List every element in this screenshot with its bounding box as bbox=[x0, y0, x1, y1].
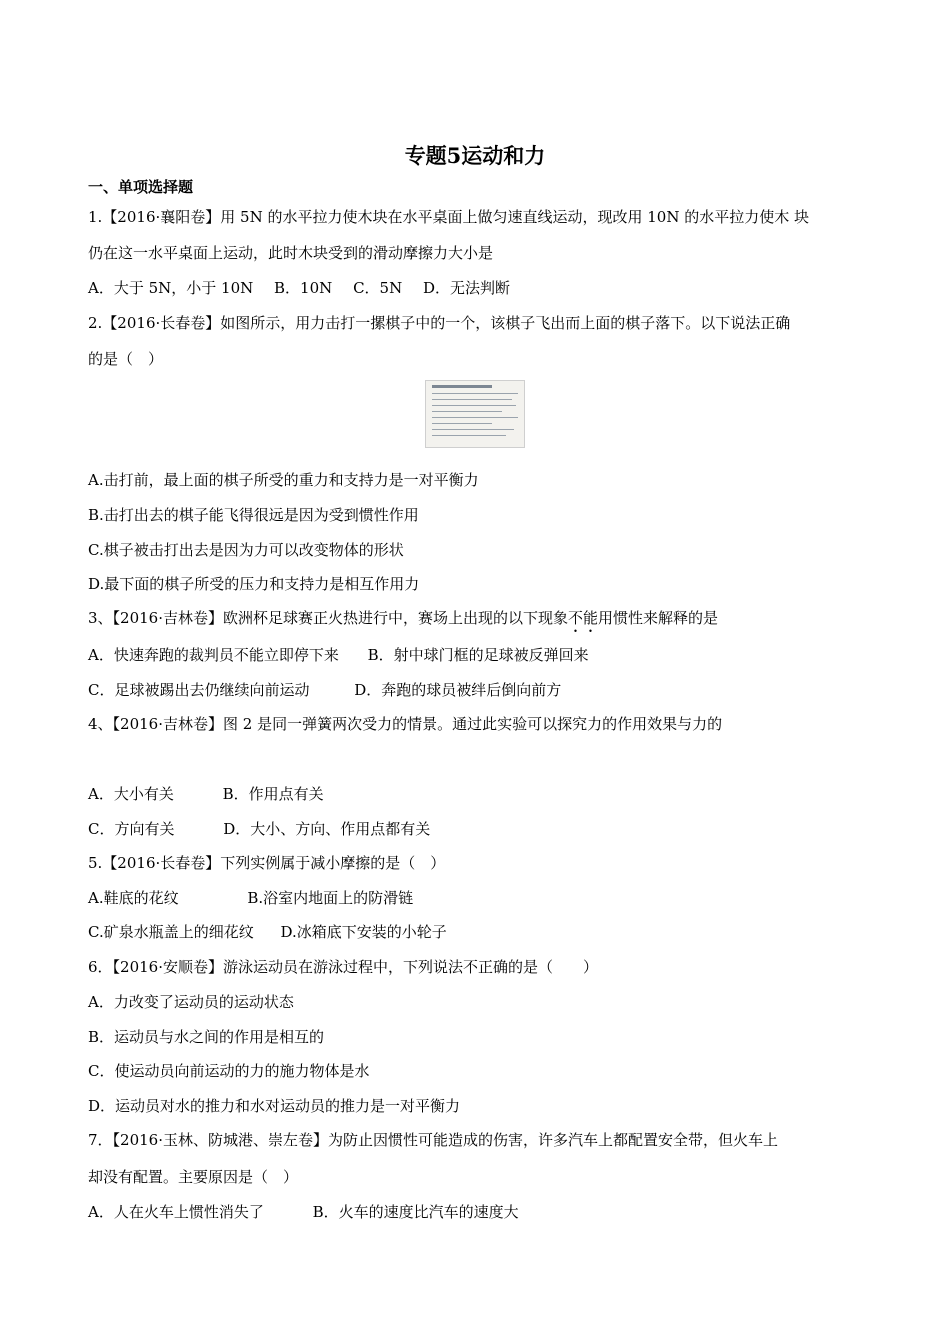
q5-option-d: D.冰箱底下安装的小轮子 bbox=[280, 923, 447, 941]
q1-stem-line1: 1.【2016·襄阳卷】用 5N 的水平拉力使木块在水平桌面上做匀速直线运动，现改用 10N 的水平拉力使木 块 bbox=[88, 208, 809, 226]
q3-option-a: A．快速奔跑的裁判员不能立即停下来 bbox=[88, 646, 339, 664]
figure-text-block bbox=[432, 385, 492, 388]
q3-emphasis-1: 不 bbox=[568, 609, 584, 627]
q1-options bbox=[88, 277, 510, 298]
q3-option-c: C．足球被踢出去仍继续向前运动 bbox=[88, 681, 310, 699]
figure-line bbox=[432, 417, 518, 418]
q5-option-a: A.鞋底的花纹 bbox=[88, 889, 179, 907]
q2-option-b: B.击打出去的棋子能飞得很远是因为受到惯性作用 bbox=[88, 506, 419, 524]
q2-option-c: C.棋子被击打出去是因为力可以改变物体的形状 bbox=[88, 541, 404, 559]
figure-line bbox=[432, 423, 492, 424]
figure-line bbox=[432, 399, 512, 400]
q7-stem-line2: 却没有配置。主要原因是（ ） bbox=[88, 1168, 299, 1186]
q1-option-d: D．无法判断 bbox=[423, 279, 511, 297]
q2-option-d: D.最下面的棋子所受的压力和支持力是相互作用力 bbox=[88, 575, 420, 593]
q5-option-b: B.浴室内地面上的防滑链 bbox=[247, 889, 414, 907]
q1-option-b: B．10N bbox=[274, 279, 333, 297]
q6-option-b: B．运动员与水之间的作用是相互的 bbox=[88, 1028, 325, 1046]
q7-option-a: A．人在火车上惯性消失了 bbox=[88, 1203, 264, 1221]
q5-options-row2 bbox=[88, 921, 447, 942]
q3-option-d: D．奔跑的球员被绊后倒向前方 bbox=[354, 681, 562, 699]
q4-stem-line1: 4、【2016·吉林卷】图 2 是同一弹簧两次受力的情景。通过此实验可以探究力的作用效果与力的 bbox=[88, 715, 723, 733]
q4-options-row2 bbox=[88, 818, 430, 839]
q4-option-a: A．大小有关 bbox=[88, 785, 174, 803]
page-title: 专题5运动和力 bbox=[404, 143, 546, 168]
q3-stem-post: 用惯性来解释的是 bbox=[598, 609, 719, 627]
q4-option-d: D．大小、方向、作用点都有关 bbox=[223, 820, 431, 838]
q5-stem-line1: 5.【2016·长春卷】下列实例属于减小摩擦的是（ ） bbox=[88, 854, 446, 872]
q6-option-c: C．使运动员向前运动的力的施力物体是水 bbox=[88, 1062, 370, 1080]
q4-option-b: B．作用点有关 bbox=[222, 785, 324, 803]
q2-figure-image bbox=[425, 380, 525, 448]
q5-option-c: C.矿泉水瓶盖上的细花纹 bbox=[88, 923, 254, 941]
figure-line bbox=[432, 411, 502, 412]
figure-line bbox=[432, 429, 514, 430]
q3-options-row2 bbox=[88, 679, 561, 700]
q7-option-b: B．火车的速度比汽车的速度大 bbox=[312, 1203, 519, 1221]
q4-option-c: C．方向有关 bbox=[88, 820, 175, 838]
figure-line bbox=[432, 435, 506, 436]
q2-option-a: A.击打前，最上面的棋子所受的重力和支持力是一对平衡力 bbox=[88, 471, 479, 489]
q6-option-a: A．力改变了运动员的运动状态 bbox=[88, 993, 294, 1011]
q7-stem-line1: 7．【2016·玉林、防城港、崇左卷】为防止因惯性可能造成的伤害，许多汽车上都配置安全带，但火车上 bbox=[88, 1131, 778, 1149]
q1-stem-line2: 仍在这一水平桌面上运动，此时木块受到的滑动摩擦力大小是 bbox=[88, 244, 494, 262]
q6-stem-line1: 6．【2016·安顺卷】游泳运动员在游泳过程中，下列说法不正确的是（ ） bbox=[88, 958, 598, 976]
q1-option-c: C．5N bbox=[353, 279, 403, 297]
q3-options-row1 bbox=[88, 644, 589, 665]
q2-stem-line1: 2.【2016·长春卷】如图所示，用力击打一摞棋子中的一个，该棋子飞出而上面的棋子落下。以下说法正确 bbox=[88, 314, 791, 332]
q4-options-row1 bbox=[88, 783, 324, 804]
section-heading: 一、单项选择题 bbox=[88, 178, 194, 196]
q2-stem-line2: 的是（ ） bbox=[88, 350, 164, 368]
q3-emphasis-2: 能 bbox=[583, 609, 599, 627]
q5-options-row1 bbox=[88, 887, 413, 908]
q1-option-a: A．大于 5N，小于 10N bbox=[88, 279, 254, 297]
q3-stem-line1 bbox=[88, 607, 718, 628]
figure-line bbox=[432, 393, 518, 394]
q3-stem-pre: 3、【2016·吉林卷】欧洲杯足球赛正火热进行中，赛场上出现的以下现象 bbox=[88, 609, 568, 627]
figure-line bbox=[432, 405, 516, 406]
q6-option-d: D．运动员对水的推力和水对运动员的推力是一对平衡力 bbox=[88, 1097, 461, 1115]
q7-options-row1 bbox=[88, 1201, 519, 1222]
q3-option-b: B．射中球门框的足球被反弹回来 bbox=[367, 646, 589, 664]
